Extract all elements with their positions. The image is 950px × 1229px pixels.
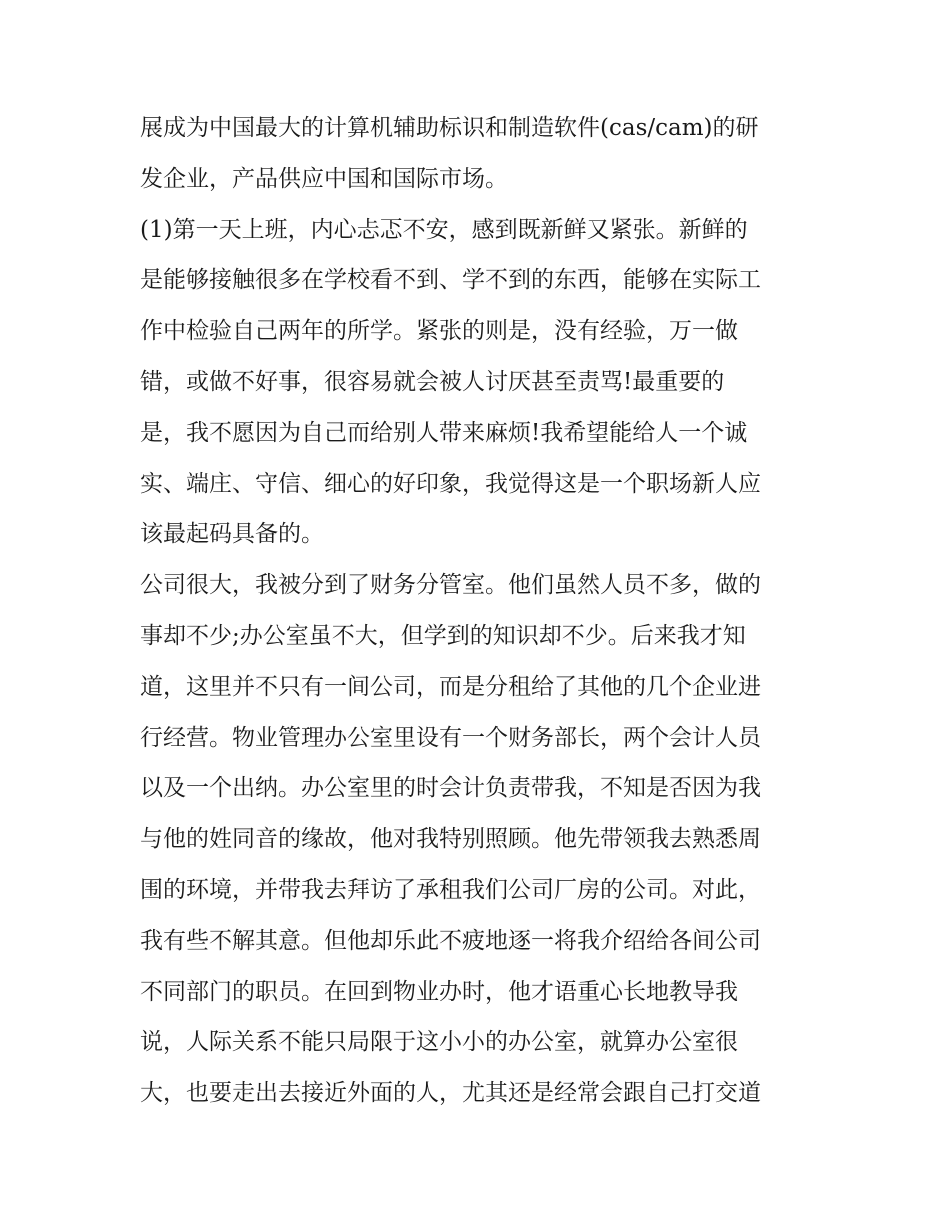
text-line: 道，这里并不只有一间公司，而是分租给了其他的几个企业进	[140, 673, 761, 700]
text-line: 公司很大，我被分到了财务分管室。他们虽然人员不多，做的	[140, 572, 761, 599]
text-line: 不同部门的职员。在回到物业办时，他才语重心长地教导我	[140, 978, 738, 1005]
text-line: 该最起码具备的。	[140, 521, 324, 548]
text-line: 展成为中国最大的计算机辅助标识和制造软件(cas/cam)的研	[140, 115, 759, 141]
text-line: 围的环境，并带我去拜访了承租我们公司厂房的公司。对此，	[140, 876, 761, 903]
text-line: 实、端庄、守信、细心的好印象，我觉得这是一个职场新人应	[140, 470, 761, 497]
text-line: 作中检验自己两年的所学。紧张的则是，没有经验，万一做	[140, 318, 738, 345]
text-line: 是能够接触很多在学校看不到、学不到的东西，能够在实际工	[140, 267, 761, 294]
text-line: 发企业，产品供应中国和国际市场。	[140, 165, 508, 192]
body-text	[140, 103, 820, 1119]
text-line: (1)第一天上班，内心忐忑不安，感到既新鲜又紧张。新鲜的	[140, 216, 748, 243]
text-line: 与他的姓同音的缘故，他对我特别照顾。他先带领我去熟悉周	[140, 826, 761, 853]
text-line: 是，我不愿因为自己而给别人带来麻烦!我希望能给人一个诚	[140, 419, 748, 446]
text-line: 说，人际关系不能只局限于这小小的办公室，就算办公室很	[140, 1029, 738, 1056]
text-line: 大，也要走出去接近外面的人，尤其还是经常会跟自己打交道	[140, 1080, 761, 1107]
text-line: 我有些不解其意。但他却乐此不疲地逐一将我介绍给各间公司	[140, 927, 761, 954]
text-line: 以及一个出纳。办公室里的时会计负责带我，不知是否因为我	[140, 775, 761, 802]
text-line: 错，或做不好事，很容易就会被人讨厌甚至责骂!最重要的	[140, 368, 725, 395]
text-line: 行经营。物业管理办公室里设有一个财务部长，两个会计人员	[140, 724, 761, 751]
text-line: 事却不少;办公室虽不大，但学到的知识却不少。后来我才知	[140, 622, 746, 649]
